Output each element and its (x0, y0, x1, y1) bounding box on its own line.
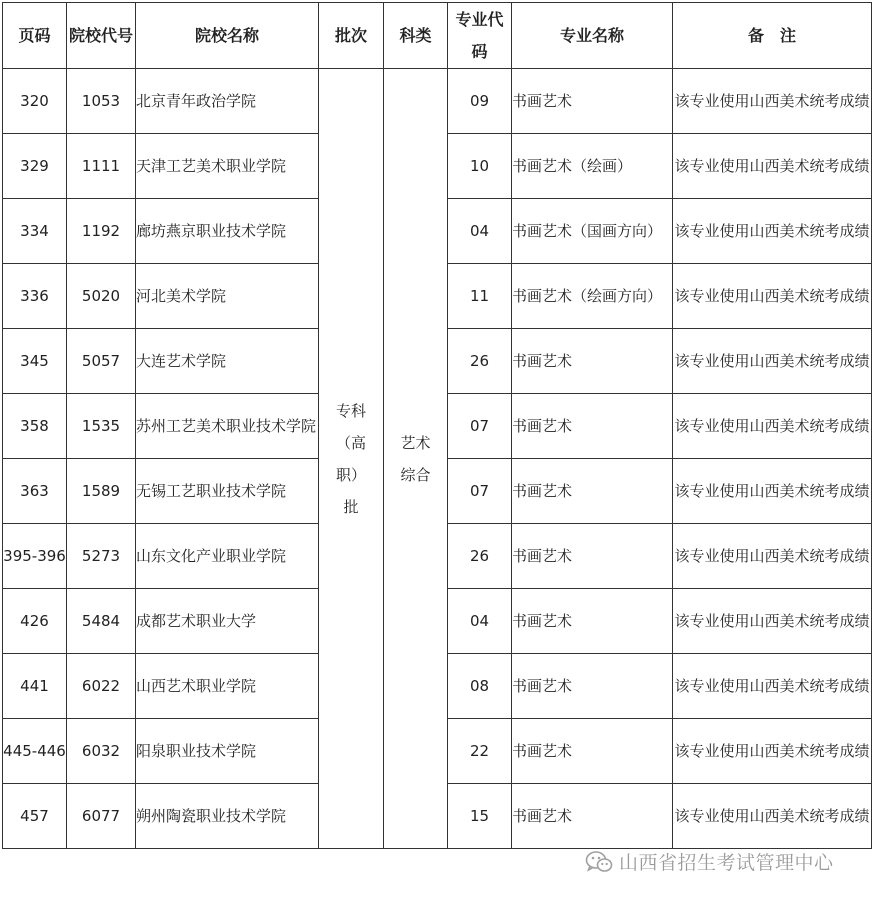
cell-major-code: 09 (448, 69, 512, 134)
cell-school-name: 朔州陶瓷职业技术学院 (136, 784, 319, 849)
cell-note: 该专业使用山西美术统考成绩 (673, 264, 872, 329)
cell-note: 该专业使用山西美术统考成绩 (673, 784, 872, 849)
cell-school-code: 5273 (67, 524, 136, 589)
cell-page: 457 (3, 784, 67, 849)
header-school-code: 院校代号 (67, 3, 136, 69)
footer-source-text: 山西省招生考试管理中心 (619, 852, 834, 874)
cell-page: 320 (3, 69, 67, 134)
cell-school-name: 大连艺术学院 (136, 329, 319, 394)
cell-school-name: 北京青年政治学院 (136, 69, 319, 134)
cell-school-code: 1192 (67, 199, 136, 264)
cell-school-name: 河北美术学院 (136, 264, 319, 329)
cell-page: 363 (3, 459, 67, 524)
cell-note: 该专业使用山西美术统考成绩 (673, 459, 872, 524)
cell-page: 345 (3, 329, 67, 394)
cell-school-code: 1589 (67, 459, 136, 524)
cell-note: 该专业使用山西美术统考成绩 (673, 524, 872, 589)
cell-note: 该专业使用山西美术统考成绩 (673, 69, 872, 134)
cell-major-code: 08 (448, 654, 512, 719)
cell-major-name: 书画艺术（绘画方向） (512, 264, 673, 329)
cell-major-code: 07 (448, 459, 512, 524)
cell-page: 329 (3, 134, 67, 199)
cell-major-code: 26 (448, 329, 512, 394)
cell-school-name: 天津工艺美术职业学院 (136, 134, 319, 199)
cell-page: 358 (3, 394, 67, 459)
header-row (3, 3, 872, 69)
cell-page: 426 (3, 589, 67, 654)
cell-note: 该专业使用山西美术统考成绩 (673, 134, 872, 199)
cell-school-code: 1053 (67, 69, 136, 134)
cell-school-code: 6022 (67, 654, 136, 719)
cell-major-name: 书画艺术 (512, 69, 673, 134)
cell-school-name: 山西艺术职业学院 (136, 654, 319, 719)
cell-major-code: 07 (448, 394, 512, 459)
cell-school-name: 阳泉职业技术学院 (136, 719, 319, 784)
cell-note: 该专业使用山西美术统考成绩 (673, 394, 872, 459)
cell-school-code: 6077 (67, 784, 136, 849)
cell-school-code: 5020 (67, 264, 136, 329)
cell-major-code: 22 (448, 719, 512, 784)
cell-major-name: 书画艺术 (512, 654, 673, 719)
cell-major-code: 04 (448, 589, 512, 654)
wechat-icon (585, 850, 613, 874)
cell-school-name: 无锡工艺职业技术学院 (136, 459, 319, 524)
cell-note: 该专业使用山西美术统考成绩 (673, 329, 872, 394)
header-major-code: 专业代码 (448, 3, 512, 69)
cell-school-name: 山东文化产业职业学院 (136, 524, 319, 589)
cell-major-name: 书画艺术（绘画） (512, 134, 673, 199)
header-page: 页码 (3, 3, 67, 69)
cell-page: 336 (3, 264, 67, 329)
cell-major-name: 书画艺术 (512, 459, 673, 524)
cell-school-code: 5057 (67, 329, 136, 394)
header-school-name: 院校名称 (136, 3, 319, 69)
table-row (3, 69, 872, 134)
cell-note: 该专业使用山西美术统考成绩 (673, 719, 872, 784)
cell-batch: 专科（高职）批 (319, 69, 384, 849)
cell-note: 该专业使用山西美术统考成绩 (673, 199, 872, 264)
header-major-name: 专业名称 (512, 3, 673, 69)
cell-page: 334 (3, 199, 67, 264)
cell-major-code: 26 (448, 524, 512, 589)
cell-major-name: 书画艺术 (512, 524, 673, 589)
cell-major-code: 11 (448, 264, 512, 329)
footer-watermark (585, 848, 834, 875)
cell-major-name: 书画艺术 (512, 394, 673, 459)
cell-school-code: 1535 (67, 394, 136, 459)
cell-major-name: 书画艺术（国画方向） (512, 199, 673, 264)
cell-note: 该专业使用山西美术统考成绩 (673, 654, 872, 719)
cell-page: 441 (3, 654, 67, 719)
cell-page: 445-446 (3, 719, 67, 784)
cell-school-code: 6032 (67, 719, 136, 784)
cell-school-code: 5484 (67, 589, 136, 654)
header-category: 科类 (384, 3, 448, 69)
cell-note: 该专业使用山西美术统考成绩 (673, 589, 872, 654)
cell-school-name: 廊坊燕京职业技术学院 (136, 199, 319, 264)
cell-school-code: 1111 (67, 134, 136, 199)
cell-major-code: 10 (448, 134, 512, 199)
cell-page: 395-396 (3, 524, 67, 589)
cell-major-name: 书画艺术 (512, 784, 673, 849)
cell-major-code: 04 (448, 199, 512, 264)
cell-major-name: 书画艺术 (512, 589, 673, 654)
cell-school-name: 苏州工艺美术职业技术学院 (136, 394, 319, 459)
header-batch: 批次 (319, 3, 384, 69)
cell-major-name: 书画艺术 (512, 719, 673, 784)
cell-major-name: 书画艺术 (512, 329, 673, 394)
header-note: 备 注 (673, 3, 872, 69)
cell-major-code: 15 (448, 784, 512, 849)
cell-category: 艺术综合 (384, 69, 448, 849)
admissions-table (2, 2, 872, 849)
cell-school-name: 成都艺术职业大学 (136, 589, 319, 654)
